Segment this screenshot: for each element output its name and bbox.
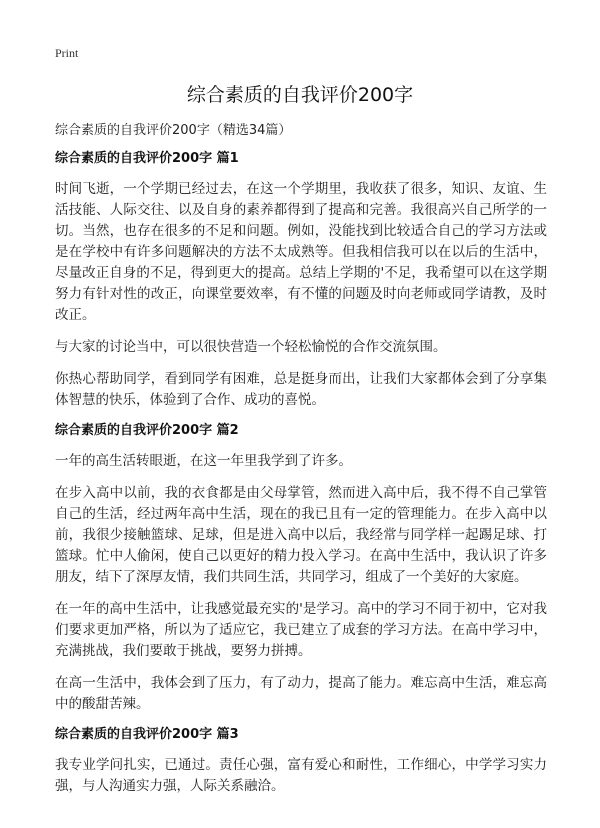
article-body bbox=[55, 150, 547, 808]
section-heading: 综合素质的自我评价200字 篇1 bbox=[55, 151, 239, 166]
print-link[interactable]: Print bbox=[55, 46, 79, 60]
section-heading: 综合素质的自我评价200字 篇3 bbox=[55, 727, 239, 742]
section-2 bbox=[55, 422, 547, 715]
page-title: 综合素质的自我评价200字 bbox=[186, 84, 414, 106]
paragraph: 一年的高生活转眼逝，在这一年里我学到了许多。 bbox=[55, 453, 352, 469]
section-heading: 综合素质的自我评价200字 篇2 bbox=[55, 423, 239, 438]
paragraph: 我专业学问扎实，已通过。责任心强，富有爱心和耐性，工作细心，中学学习实力强，与人沟通实力强，人际关系融洽。 bbox=[55, 757, 547, 794]
section-1 bbox=[55, 150, 547, 411]
paragraph: 时间飞逝，一个学期已经过去，在这一个学期里，我收获了很多，知识、友谊、生活技能、人际交往、以及自身的素养都得到了提高和完善。我很高兴自己所学的一切。当然，也存在很多的不足和问题。例如，没能找到比较适合自己的学习方法或是在学校中有许多问题解决的方法不太成熟等。但我相信我可以在以后的生活中，尽量改正自身的不足，得到更大的提高。总结上学期的'不足，我希望可以在这学期努力有针对性的改正，向课堂要效率，有不懂的问题及时向老师或同学请教，及时改正。 bbox=[55, 181, 547, 323]
paragraph: 与大家的讨论当中，可以很快营造一个轻松愉悦的合作交流氛围。 bbox=[55, 339, 447, 355]
page-subtitle: 综合素质的自我评价200字（精选34篇） bbox=[55, 123, 292, 138]
paragraph: 你热心帮助同学，看到同学有困难，总是挺身而出，让我们大家都体会到了分享集体智慧的快乐，体验到了合作、成功的喜悦。 bbox=[55, 371, 547, 408]
section-3 bbox=[55, 726, 547, 797]
paragraph: 在步入高中以前，我的衣食都是由父母掌管，然而进入高中后，我不得不自己掌管自己的生活，经过两年高中生活，现在的我已且有一定的管理能力。在步入高中以前，我很少接触篮球、足球，但是进入高中以后，我经常与同学样一起踢足球、打篮球。忙中人偷闲，使自己以更好的精力投入学习。在高中生活中，我认识了许多朋友，结下了深厚友情，我们共同生活，共同学习，组成了一个美好的大家庭。 bbox=[55, 485, 547, 585]
paragraph: 在一年的高中生活中，让我感觉最充实的'是学习。高中的学习不同于初中，它对我们要求更加严格，所以为了适应它，我已建立了成套的学习方法。在高中学习中，充满挑战，我们要敢于挑战，要努力拼搏。 bbox=[55, 601, 547, 659]
paragraph: 在高一生活中，我体会到了压力，有了动力，提高了能力。难忘高中生活，难忘高中的酸甜苦辣。 bbox=[55, 675, 547, 712]
